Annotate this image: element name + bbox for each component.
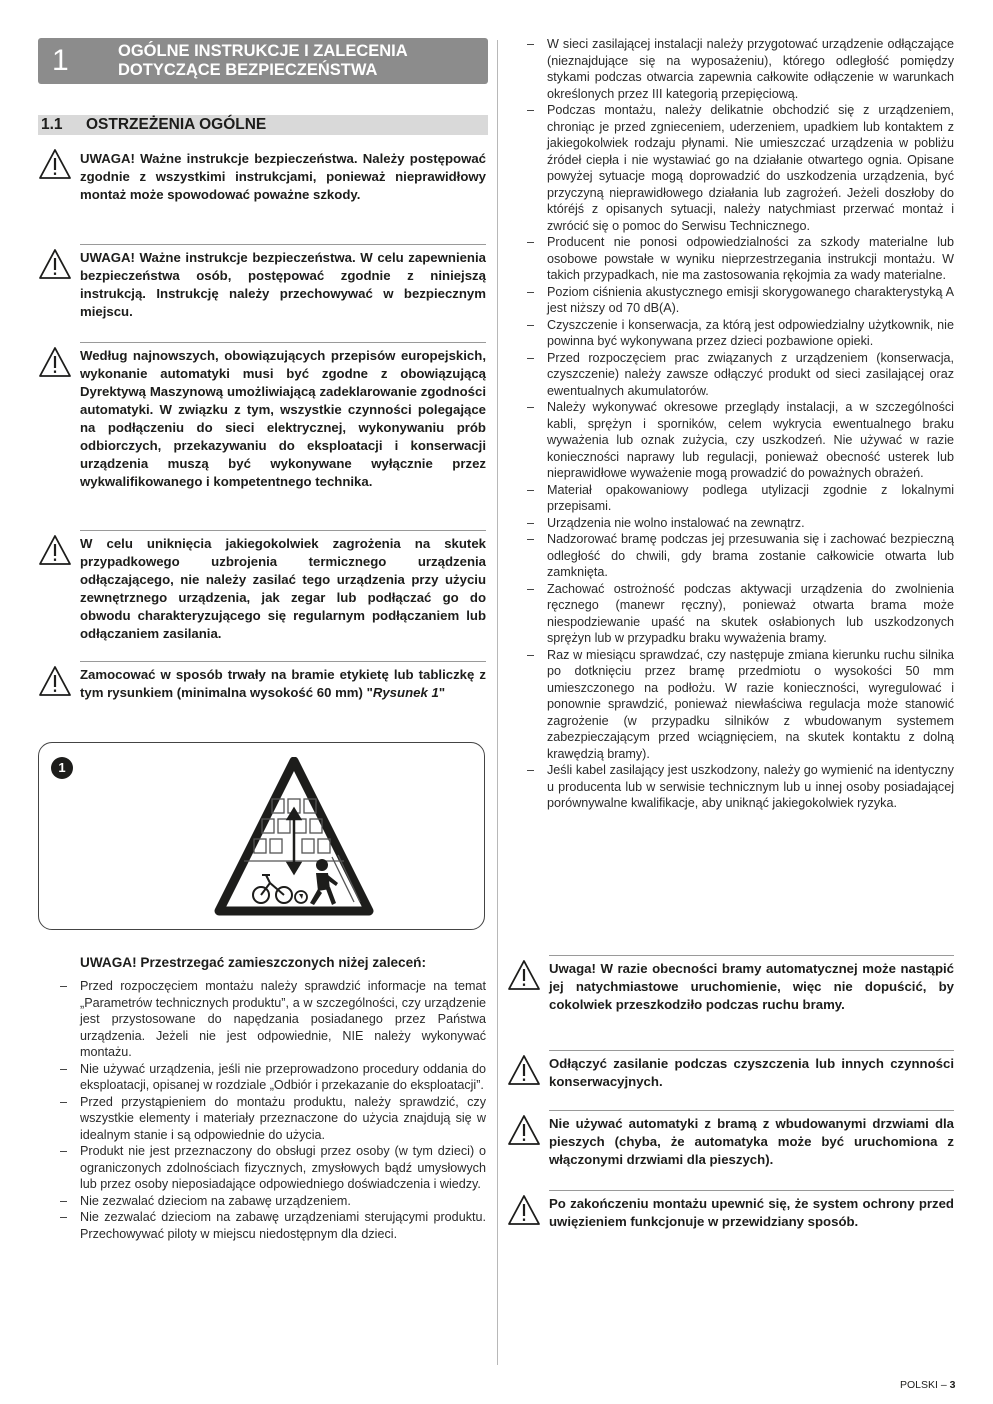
list-item xyxy=(527,36,954,102)
list-item xyxy=(527,762,954,812)
dash-bullet: – xyxy=(527,235,535,249)
warning-text: UWAGA! Ważne instrukcje bezpieczeństwa. W celu zapewnienia bezpieczeństwa osób, postępować zgodnie z niniejszą instrukcją. Instrukcję należy przechowywać w bezpiecznym miejscu. xyxy=(80,250,486,319)
list-item-text: Nie zezwalać dzieciom na zabawę urządzeniem. xyxy=(80,1193,351,1208)
warning-block xyxy=(507,1050,954,1098)
warning-rule xyxy=(549,1190,954,1191)
left-bullet-list xyxy=(60,978,486,1242)
warning-rule xyxy=(80,530,486,531)
list-item xyxy=(60,1209,486,1242)
list-item xyxy=(527,515,954,532)
list-item xyxy=(527,102,954,234)
dash-bullet: – xyxy=(527,400,535,414)
column-divider xyxy=(497,40,498,1365)
figure-number-badge: 1 xyxy=(51,757,73,779)
page-number: 3 xyxy=(949,1379,956,1391)
list-item xyxy=(60,1094,486,1144)
warning-block xyxy=(38,661,486,711)
gate-safety-pictogram xyxy=(214,757,374,917)
list-item-text: W sieci zasilającej instalacji należy przygotować urządzenie odłączające (nieznajdujące się na wyposażeniu), którego odległość pomiędzy stykami podczas otwarcia zapewnia całkowite odłączenie w warunkach określonych przez III kategorią przepięciową. xyxy=(547,37,954,101)
list-item xyxy=(527,581,954,647)
warning-block xyxy=(38,148,486,228)
list-item xyxy=(527,531,954,581)
dash-bullet: – xyxy=(527,482,535,497)
warning-block xyxy=(507,1190,954,1238)
list-item-text: Przed rozpoczęciem montażu należy sprawdzić informacje na temat „Parametrów technicznych produktu”, a w szczególności, czy urządzenie jest przystosowane do napędzania posiadanego przez Państwa urządzenia. Jeżeli nie jest odpowiednie, NIE należy wykonywać montażu. xyxy=(80,979,486,1059)
list-item xyxy=(60,1143,486,1193)
dash-bullet: – xyxy=(527,647,535,662)
list-item-text: Czyszczenie i konserwacja, za którą jest odpowiedzialny użytkownik, nie powinna być wykonywana przez dzieci pozbawione opieki. xyxy=(547,317,954,348)
warning-text: UWAGA! Ważne instrukcje bezpieczeństwa. Należy postępować zgodnie z wszystkimi instrukcjami, ponieważ nieprawidłowy montaż może spowodować poważne szkody. xyxy=(80,151,486,202)
list-item-text: Urządzenia nie wolno instalować na zewnątrz. xyxy=(547,515,805,530)
notice-heading: UWAGA! Przestrzegać zamieszczonych niżej zaleceń: xyxy=(80,955,426,970)
dash-bullet: – xyxy=(60,1193,68,1208)
list-item xyxy=(527,647,954,763)
dash-bullet: – xyxy=(60,1061,68,1076)
warning-triangle-icon xyxy=(38,248,72,280)
list-item-emphasis: należy go wymienić xyxy=(763,763,874,777)
figure-1 xyxy=(38,742,485,930)
list-item-text: Przed rozpoczęciem prac związanych z urządzeniem (konserwacja, czyszczenie) należy zawsze odłączyć produkt od sieci zasilającej oraz ewentualnych akumulatorów. xyxy=(547,350,954,398)
warning-block xyxy=(38,342,486,522)
dash-bullet: – xyxy=(60,1094,68,1109)
list-item xyxy=(527,317,954,350)
warning-triangle-icon xyxy=(38,534,72,566)
dash-bullet: – xyxy=(527,581,535,596)
dash-bullet: – xyxy=(527,284,535,299)
list-item-text: Producent nie ponosi odpowiedzialności za szkody materialne lub osobowe powstałe w wyniku nieprzestrzegania instrukcji montażu. W takich przypadkach, nie ma zastosowania rękojmia za wady materialne. xyxy=(547,235,954,282)
list-item-text: Nie zezwalać dzieciom na zabawę urządzeniami sterującymi produktu. Przechowywać piloty w miejscu niedostępnym dla dzieci. xyxy=(80,1210,486,1241)
warning-rule xyxy=(549,955,954,956)
chapter-title: OGÓLNE INSTRUKCJE I ZALECENIA DOTYCZĄCE BEZPIECZEŃSTWA xyxy=(118,42,408,79)
label-warning-close: " xyxy=(438,685,446,700)
list-item-text: Nie używać urządzenia, jeśli nie przeprowadzono procedury oddania do eksploatacji, opisanej w rozdziale „Odbiór i przekazanie do eksploatacji”. xyxy=(80,1061,486,1092)
list-item-text: Materiał opakowaniowy podlega utylizacji zgodnie z lokalnymi przepisami. xyxy=(547,482,954,513)
figure-reference: Rysunek 1 xyxy=(372,685,439,700)
section-header xyxy=(38,115,488,135)
list-item-text: Poziom ciśnienia akustycznego emisji skorygowanego charakterystyką A jest niższy od 70 dB(A). xyxy=(547,284,954,315)
chapter-number: 1 xyxy=(52,44,69,77)
dash-bullet: – xyxy=(527,317,535,332)
warning-rule xyxy=(80,661,486,662)
list-item-text: Podczas montażu, należy delikatnie obchodzić się z urządzeniem, chroniąc je przed zgnieceniem, uderzeniem, upadkiem lub kontaktem z jakiegokolwiek rodzaju płynami. Nie umieszczać urządzenia w pobliżu źródeł ciepła i nie wystawiać go na działanie otwartego ognia. Opisane powyżej sytuacje mogą doprowadzić do uszkodzenia urządzenia, być przyczyną nieprawidłowego działania lub zagrożeń. Jeżeli doszłoby do któréjś z opisanych sytuacji, należy natychmiast przerwać montaż i zwrócić się o pomoc do Serwisu Technicznego. xyxy=(547,103,954,233)
list-item xyxy=(527,350,954,400)
warning-text: Według najnowszych, obowiązujących przepisów europejskich, wykonanie automatyki musi być zgodne z obowiązującą Dyrektywą Maszynową umożliwiającą zadeklarowanie zgodności automatyki. W związku z tym, wszystkie czynności polegające na podłączeniu do sieci elektrycznej, wykonywaniu prób odbiorczych, przekazywaniu do eksploatacji i konserwacji urządzenia muszą być wykonywane wyłącznie przez wykwalifikowanego i kompetentnego technika. xyxy=(80,348,486,489)
list-item-text: Przed przystąpieniem do montażu produktu, należy sprawdzić, czy wszystkie elementy i materiały przeznaczone do użycia znajdują się w idealnym stanie i są odpowiednie do użycia. xyxy=(80,1094,486,1142)
warning-block xyxy=(507,955,954,1035)
warning-triangle-icon xyxy=(38,148,72,180)
dash-bullet: – xyxy=(527,515,535,530)
dash-bullet: – xyxy=(527,103,535,117)
dash-bullet: – xyxy=(60,1210,68,1224)
list-item-text: Jeśli kabel zasilający jest uszkodzony, xyxy=(547,763,764,777)
list-item-text: Produkt nie jest przeznaczony do obsługi przez osoby (w tym dzieci) o ograniczonych zdolnościach fizycznych, zmysłowych bądź umysłowych lub przez osoby nieposiadające odpowiedniego doświadczenia i wiedzy. xyxy=(80,1144,486,1191)
list-item xyxy=(60,1061,486,1094)
list-item-text: Nadzorować bramę podczas jej przesuwania się i zachować bezpieczną odległość do chwili, gdy brama zostanie całkowicie otwarta lub zamknięta. xyxy=(547,532,954,579)
warning-text: Odłączyć zasilanie podczas czyszczenia lub innych czynności konserwacyjnych. xyxy=(549,1056,954,1089)
warning-block xyxy=(38,530,486,650)
list-item-text: na identyczny u producenta lub w serwisie technicznym lub u innej osoby posiadającej porównywalne kwalifikacje, aby uniknąć jakiegokolwiek ryzyka. xyxy=(547,763,954,810)
label-warning-main: Zamocować w sposób trwały na bramie etykietę lub tabliczkę z tym rysunkiem (minimalna wysokość 60 mm) " xyxy=(80,667,486,700)
footer-language: POLSKI – xyxy=(900,1379,950,1391)
label-warning-text xyxy=(80,666,486,702)
warning-rule xyxy=(549,1110,954,1111)
section-number: 1.1 xyxy=(41,116,63,133)
list-item xyxy=(60,1193,486,1210)
warning-block xyxy=(38,244,486,328)
page-footer xyxy=(900,1379,955,1391)
warning-rule xyxy=(80,244,486,245)
warning-text: Nie używać automatyki z bramą z wbudowanymi drzwiami dla pieszych (chyba, że automatyka może być uruchomiona z włączonymi drzwiami dla pieszych). xyxy=(549,1116,954,1167)
dash-bullet: – xyxy=(60,1144,68,1158)
warning-triangle-icon xyxy=(507,959,541,991)
warning-triangle-icon xyxy=(507,1114,541,1146)
list-item-text: Należy wykonywać okresowe przeglądy instalacji, a w szczególności kabli, sprężyn i sporników, celem wykrycia ewentualnego braku wyważenia lub oznak zużycia, czy uszkodzeń. Nie używać w razie konieczności naprawy lub regulacji, ponieważ obecność usterek lub nieprawidłowe wyważenie mogą prowadzić do poważnych obrażeń. xyxy=(547,400,954,480)
list-item-text: Raz w miesiącu sprawdzać, czy następuje zmiana kierunku ruchu silnika po dotknięciu przez bramę przedmiotu o wysokości 50 mm umieszczonego na podłożu. W razie konieczności, wyregulować i ponownie sprawdzić, ponieważ niewłaściwa regulacja może stanowić zagrożenie (w przypadku silników z wbudowanym systemem zabezpieczającym przed wciągnięciem, na skutek kontaktu z dolną krawędzią bramy). xyxy=(547,647,954,761)
warning-rule xyxy=(549,1050,954,1051)
list-item xyxy=(527,234,954,284)
warning-text: Uwaga! W razie obecności bramy automatycznej może nastąpić jej natychmiastowe uruchomienie, więc nie dopuścić, by cokolwiek przeszkodziło podczas ruchu bramy. xyxy=(549,961,954,1012)
dash-bullet: – xyxy=(527,350,535,365)
warning-triangle-icon xyxy=(38,346,72,378)
warning-triangle-icon xyxy=(38,665,72,697)
dash-bullet: – xyxy=(527,763,535,777)
dash-bullet: – xyxy=(527,532,535,546)
warning-triangle-icon xyxy=(507,1194,541,1226)
list-item xyxy=(527,284,954,317)
warning-triangle-icon xyxy=(507,1054,541,1086)
warning-text: Po zakończeniu montażu upewnić się, że system ochrony przed uwięzieniem funkcjonuje w przewidziany sposób. xyxy=(549,1196,954,1229)
section-title: OSTRZEŻENIA OGÓLNE xyxy=(86,116,267,133)
list-item xyxy=(527,482,954,515)
list-item-text: Zachować ostrożność podczas aktywacji urządzenia do zwolnienia ręcznego (manewr ręczny), ponieważ otwarta brama może niespodziewanie upaść na skutek osłabionych lub uszkodzonych sprężyn lub w przypadku braku wyważenia bramy. xyxy=(547,581,954,645)
warning-text: W celu uniknięcia jakiegokolwiek zagrożenia na skutek przypadkowego uzbrojenia termicznego urządzenia odłączającego, nie należy zasilać tego urządzenia przy użyciu zewnętrznego urządzenia, jak zegar lub podłączać go do obwodu charakteryzującego się regularnym podłączaniem lub odłączaniem zasilania. xyxy=(80,536,486,641)
warning-block xyxy=(507,1110,954,1176)
dash-bullet: – xyxy=(527,37,535,51)
right-bullet-list xyxy=(527,36,954,812)
dash-bullet: – xyxy=(60,979,68,993)
list-item xyxy=(60,978,486,1061)
list-item xyxy=(527,399,954,482)
warning-rule xyxy=(80,342,486,343)
chapter-header xyxy=(38,38,488,84)
